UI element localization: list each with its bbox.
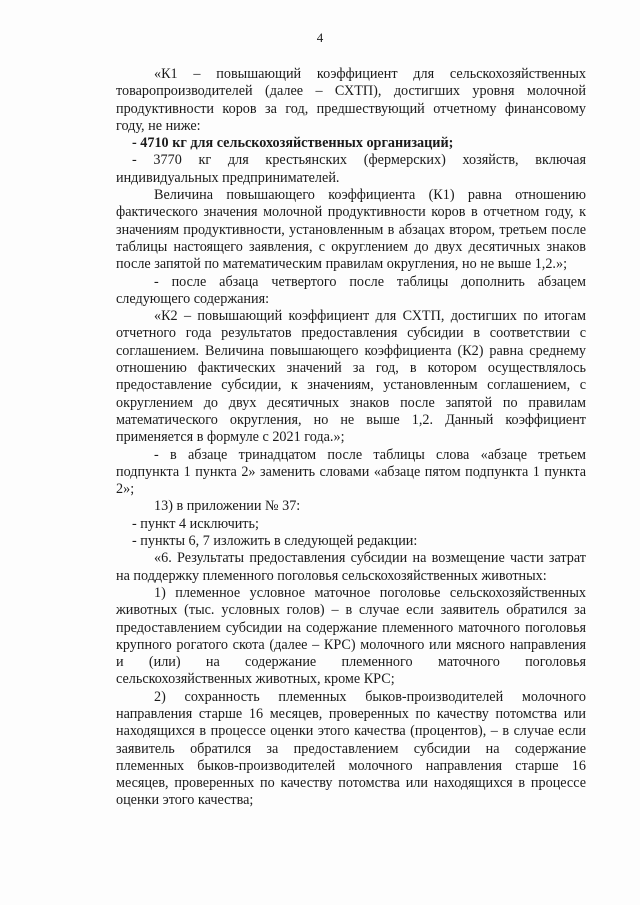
paragraph-item2-bulls-safety: 2) сохранность племенных быков-производителей молочного направления старше 16 месяцев, проверенных по качеству потомства или находящихся в процессе оценки этого качества (процентов), – в случае если заявитель обратился за предоставлением субсидии на содержание племенных быков-производителей молочного направления старше 16 месяцев, проверенных по качеству потомства или находящихся в процессе оценки этого качества; xyxy=(116,688,586,809)
paragraph-appendix-37: 13) в приложении № 37: xyxy=(154,498,301,515)
paragraph-k1-value: Величина повышающего коэффициента (К1) равна отношению фактического значения молочной продуктивности коров в отчетном году, к значениям продуктивности, установленным в абзацах втором, третьем после таблицы настоящего заявления, с округлением до двух десятичных знаков после запятой по математическим правилам округления, но не выше 1,2.»; xyxy=(116,187,586,273)
paragraph-point4-exclude: - пункт 4 исключить; xyxy=(132,515,259,532)
paragraph-k1-definition: «К1 – повышающий коэффициент для сельскохозяйственных товаропроизводителей (далее – СХТП), достигших уровня молочной продуктивности коров за год, предшествующий отчетному финансовому году, не ниже: xyxy=(116,66,586,134)
paragraph-points-6-7: - пункты 6, 7 изложить в следующей редакции: xyxy=(132,533,418,550)
paragraph-item1-breeding-stock: 1) племенное условное маточное поголовье сельскохозяйственных животных (тыс. условных голов) – в случае если заявитель обратился за предоставлением субсидии на содержание племенного маточного поголовья крупного рогатого скота (далее – КРС) молочного или мясного направления и (или) на содержание племенного маточного поголовья сельскохозяйственных животных, кроме КРС; xyxy=(116,584,586,688)
paragraph-point6-results: «6. Результаты предоставления субсидии на возмещение части затрат на поддержку племенного поголовья сельскохозяйственных животных: xyxy=(116,550,586,584)
paragraph-agri-organizations: - 4710 кг для сельскохозяйственных организаций; xyxy=(132,135,454,152)
paragraph-add-after-fourth: - после абзаца четвертого после таблицы дополнить абзацем следующего содержания: xyxy=(116,273,586,307)
paragraph-farm-households: - 3770 кг для крестьянских (фермерских) хозяйств, включая индивидуальных предпринимателей. xyxy=(116,152,586,186)
page-number: 4 xyxy=(316,30,324,45)
paragraph-thirteenth-replace: - в абзаце тринадцатом после таблицы слова «абзаце третьем подпункта 1 пункта 2» заменить словами «абзаце пятом подпункта 1 пункта 2»; xyxy=(116,446,586,498)
paragraph-k2-definition: «К2 – повышающий коэффициент для СХТП, достигших по итогам отчетного года результатов предоставления субсидии в соответствии с соглашением. Величина повышающего коэффициента (К2) равна среднему отношению фактических значений за год, в котором осуществлялось предоставление субсидии, к значениям, установленным соглашением, с округлением до двух десятичных знаков после запятой по правилам математического округления, но не выше 1,2. Данный коэффициент применяется в формуле с 2021 года.»; xyxy=(116,308,586,446)
document-body xyxy=(116,66,586,810)
